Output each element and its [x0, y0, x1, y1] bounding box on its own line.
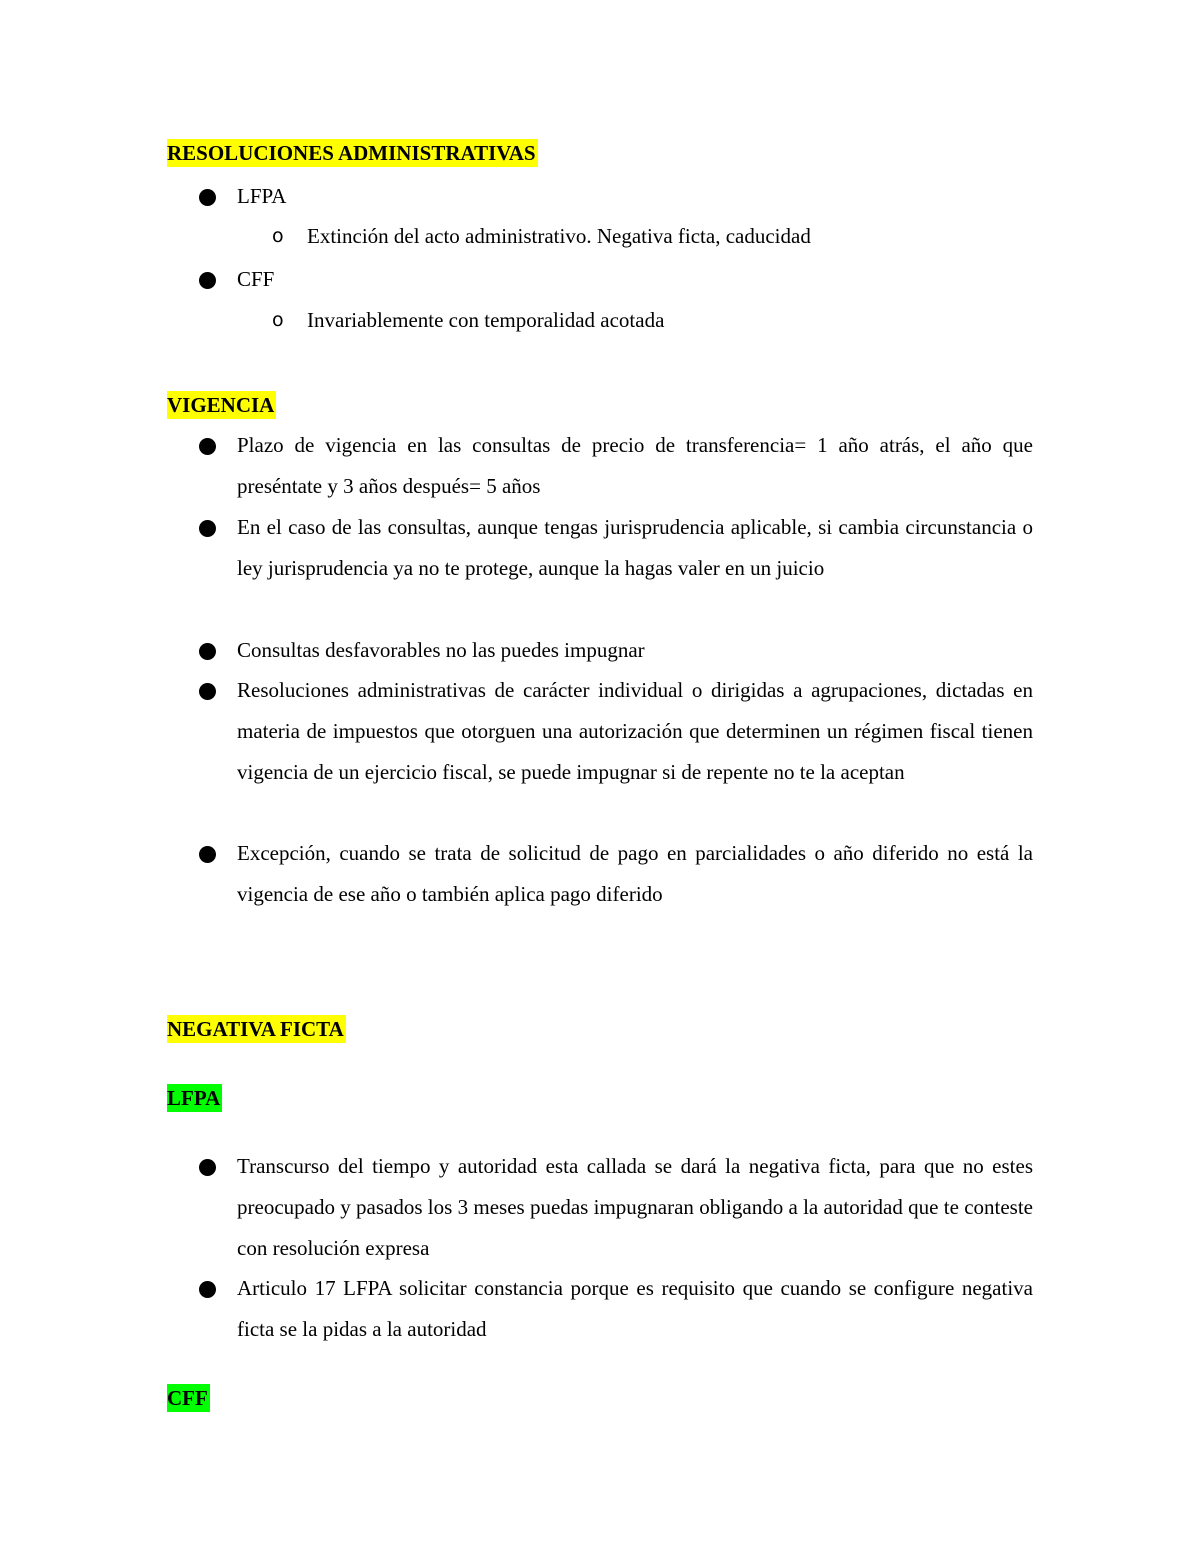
list-item-text: Plazo de vigencia en las consultas de precio de transferencia= 1 año atrás, el año que preséntate y 3 años después= 5 años [237, 433, 1033, 498]
circle-marker-icon: o [272, 225, 284, 247]
subsection-heading-lfpa: LFPA [167, 1086, 221, 1110]
bullet-icon [199, 846, 216, 863]
bullet-icon [199, 1281, 216, 1298]
bullet-icon [199, 520, 216, 537]
sub-list-item-text: Extinción del acto administrativo. Negativa ficta, caducidad [307, 224, 811, 248]
section-heading-resoluciones: RESOLUCIONES ADMINISTRATIVAS [167, 141, 536, 165]
list-item-text: Consultas desfavorables no las puedes impugnar [237, 638, 645, 662]
list-item-text: LFPA [237, 184, 287, 208]
subsection-heading-cff: CFF [167, 1386, 208, 1410]
bullet-icon [199, 643, 216, 660]
circle-marker-icon: o [272, 309, 284, 331]
list-item-text: CFF [237, 267, 275, 291]
sub-list-item-text: Invariablemente con temporalidad acotada [307, 308, 665, 332]
bullet-icon [199, 683, 216, 700]
list-item-text: Transcurso del tiempo y autoridad esta callada se dará la negativa ficta, para que no estes preocupado y pasados los 3 meses puedas impugnaran obligando a la autoridad que te conteste con resolución expresa [237, 1154, 1033, 1260]
list-item-text: Excepción, cuando se trata de solicitud de pago en parcialidades o año diferido no está la vigencia de ese año o también aplica pago diferido [237, 841, 1033, 906]
list-item-text: Resoluciones administrativas de carácter individual o dirigidas a agrupaciones, dictadas en materia de impuestos que otorguen una autorización que determinen un régimen fiscal tienen vigencia de un ejercicio fiscal, se puede impugnar si de repente no te la aceptan [237, 678, 1033, 784]
section-heading-negativa-ficta: NEGATIVA FICTA [167, 1017, 344, 1041]
bullet-icon [199, 272, 216, 289]
list-item-text: Articulo 17 LFPA solicitar constancia porque es requisito que cuando se configure negativa ficta se la pidas a la autoridad [237, 1276, 1033, 1341]
bullet-icon [199, 438, 216, 455]
list-item-text: En el caso de las consultas, aunque tengas jurisprudencia aplicable, si cambia circunstancia o ley jurisprudencia ya no te protege, aunque la hagas valer en un juicio [237, 515, 1033, 580]
bullet-icon [199, 189, 216, 206]
bullet-icon [199, 1159, 216, 1176]
section-heading-vigencia: VIGENCIA [167, 393, 275, 417]
